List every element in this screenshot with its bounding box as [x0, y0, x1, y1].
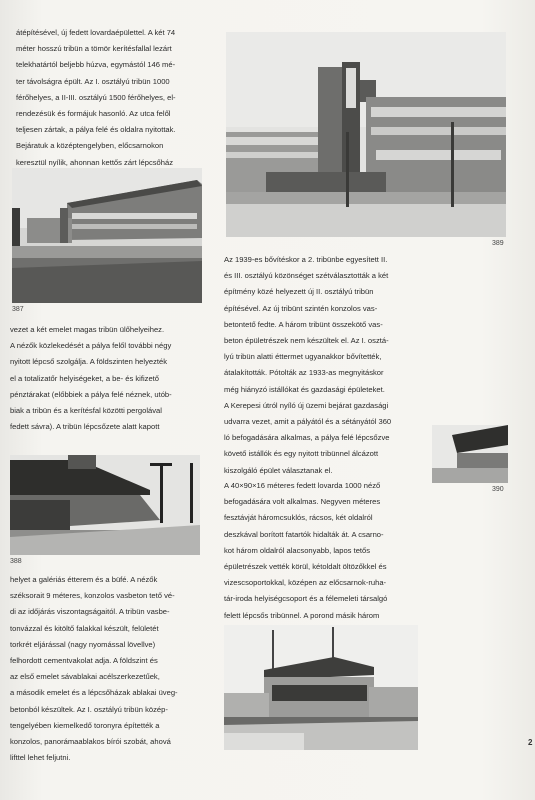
text-line: biak a tribün és a kerítésfal közötti pergolával [10, 406, 162, 416]
text-line: az első emelet sávablakai acélszerkezetűek, [10, 672, 160, 682]
text-line: vezet a két emelet magas tribün ülőhelyeihez. [10, 325, 165, 334]
page-number: 2 [528, 738, 533, 747]
text-line: konzolos, panorámaablakos bírói szobát, ahová [10, 737, 171, 747]
caption-387: 387 [12, 306, 24, 313]
photo-391-riding-hall [224, 625, 418, 750]
text-line: Bejáratuk a középtengelyben, előcsarnokon [16, 141, 164, 151]
text-block-col2-top [224, 252, 424, 479]
text-line: betonból készültek. Az I. osztályú tribün közép- [10, 704, 168, 714]
text-line: és III. osztályú közönséget szétválasztották a két [224, 271, 389, 281]
text-line: kiszolgáló épület választanak el. [224, 465, 333, 475]
text-line: ter távolságra épült. Az I. osztályú tribün 1000 [16, 76, 170, 86]
text-line: deszkával borított fatartók hidalták át. A csarno- [224, 529, 384, 539]
text-line: épületrészek vették körül, kétoldalt öltözőkkel és [224, 562, 387, 572]
text-line: A 40×90×16 méteres fedett lovarda 1000 néző [224, 481, 381, 490]
text-line: átépítésével, új fedett lovardaépülettel. A két 74 [16, 28, 176, 37]
text-line: torkrét eljárással (nagy nyomással lövellve) [10, 639, 156, 649]
text-line: Az 1939-es bővítéskor a 2. tribünbe egyesített II. [224, 255, 388, 264]
text-line: fesztávját háromcsuklós, rácsos, két oldalról [224, 513, 373, 523]
text-line: férőhelyes, a II-III. osztályú 1500 férőhelyes, el- [16, 92, 176, 102]
text-line: lifttel lehet feljutni. [10, 753, 71, 763]
text-line: A nézők közlekedését a pálya felől további négy [10, 341, 172, 351]
caption-388: 388 [10, 558, 22, 565]
text-block-col1-top [16, 25, 196, 171]
text-line: méter hosszú tribün a tömör kerítésfallal lezárt [16, 44, 172, 54]
text-line: még hiányzó istállókat és gazdasági épületeket. [224, 384, 385, 394]
text-line: teljesen zártak, a pálya felé és oldalra nyitottak. [16, 125, 176, 135]
text-line: A Kerepesi útról nyíló új üzemi bejárat gazdasági [224, 400, 389, 410]
text-line: di az időjárás viszontagságaitól. A tribün vasbe- [10, 607, 170, 617]
text-line: tonvázzal és kitöltő falakkal készült, felületét [10, 623, 159, 633]
text-line: betontető fedte. A három tribünt összekötő vas- [224, 319, 383, 329]
text-line: keresztül nyílik, ahonnan kettős zárt lépcsőház [16, 157, 174, 167]
text-line: pénztárakat (előbbiek a pálya felé néznek, utób- [10, 389, 172, 399]
text-line: udvarra vezet, amit a pályától és a sétányától 360 [224, 417, 392, 427]
text-line: felett lépcsős tribünnel. A porond másik három [224, 610, 380, 620]
text-line: széksorait 9 méteres, konzolos vasbeton tető vé- [10, 591, 175, 601]
photo-388-tribune-roof [10, 455, 200, 555]
text-line: ló befogadására alkalmas, a pálya felé lépcsőzve [224, 433, 390, 443]
text-line: kot három oldalról alacsonyabb, lapos tetős [224, 545, 371, 555]
caption-390: 390 [492, 486, 504, 493]
text-line: vizescsoportokkal, középen az előcsarnok-ruha- [224, 578, 387, 588]
text-block-col2-mid [224, 478, 424, 640]
photo-389-tower-building [226, 32, 506, 237]
text-line: befogadására volt alkalmas. Negyven méteres [224, 497, 381, 507]
text-line: helyet a galériás étterem és a büfé. A nézők [10, 575, 158, 584]
text-line: tár-iroda helyiségcsoport és a félemeleti társalgó [224, 594, 388, 604]
text-line: átalakították. Pótolták az 1933-as megnyitáskor [224, 368, 384, 378]
text-line: a második emelet és a lépcsőházak ablakai üveg- [10, 688, 178, 698]
text-line: építmény közé helyezett új II. osztályú tribün [224, 287, 374, 297]
text-block-col1-bottom [10, 572, 202, 766]
text-line: nyitott lépcső szolgálja. A földszinten helyezték [10, 357, 168, 367]
text-line: beton épületrészek nem készültek el. Az I. osztá- [224, 336, 389, 346]
text-line: fedett sávra). A tribün lépcsőzete alatt kapott [10, 422, 160, 432]
photo-387-grandstand [12, 168, 202, 303]
text-line: el a totalizatőr helyiségeket, a be- és kifizető [10, 373, 160, 383]
caption-389: 389 [492, 240, 504, 247]
text-line: felhordott cementvakolat adja. A földszint és [10, 656, 158, 666]
text-line: építésével. Az új tribünt szintén konzolos vas- [224, 303, 378, 313]
text-line: lyú tribün alatti éttermet ugyanakkor bővítették, [224, 352, 382, 362]
text-line: rendezésük és formájuk hasonló. Az utca felől [16, 109, 171, 119]
photo-390-small-tribune [432, 425, 508, 483]
text-line: követő istállók és egy nyitott tribünnel álcázott [224, 449, 379, 459]
text-line: telekhatártól beljebb húzva, egymástól 146 mé- [16, 60, 176, 70]
text-block-col1-mid [10, 322, 200, 435]
text-line: tengelyében kiemelkedő toronyra építették a [10, 720, 160, 730]
